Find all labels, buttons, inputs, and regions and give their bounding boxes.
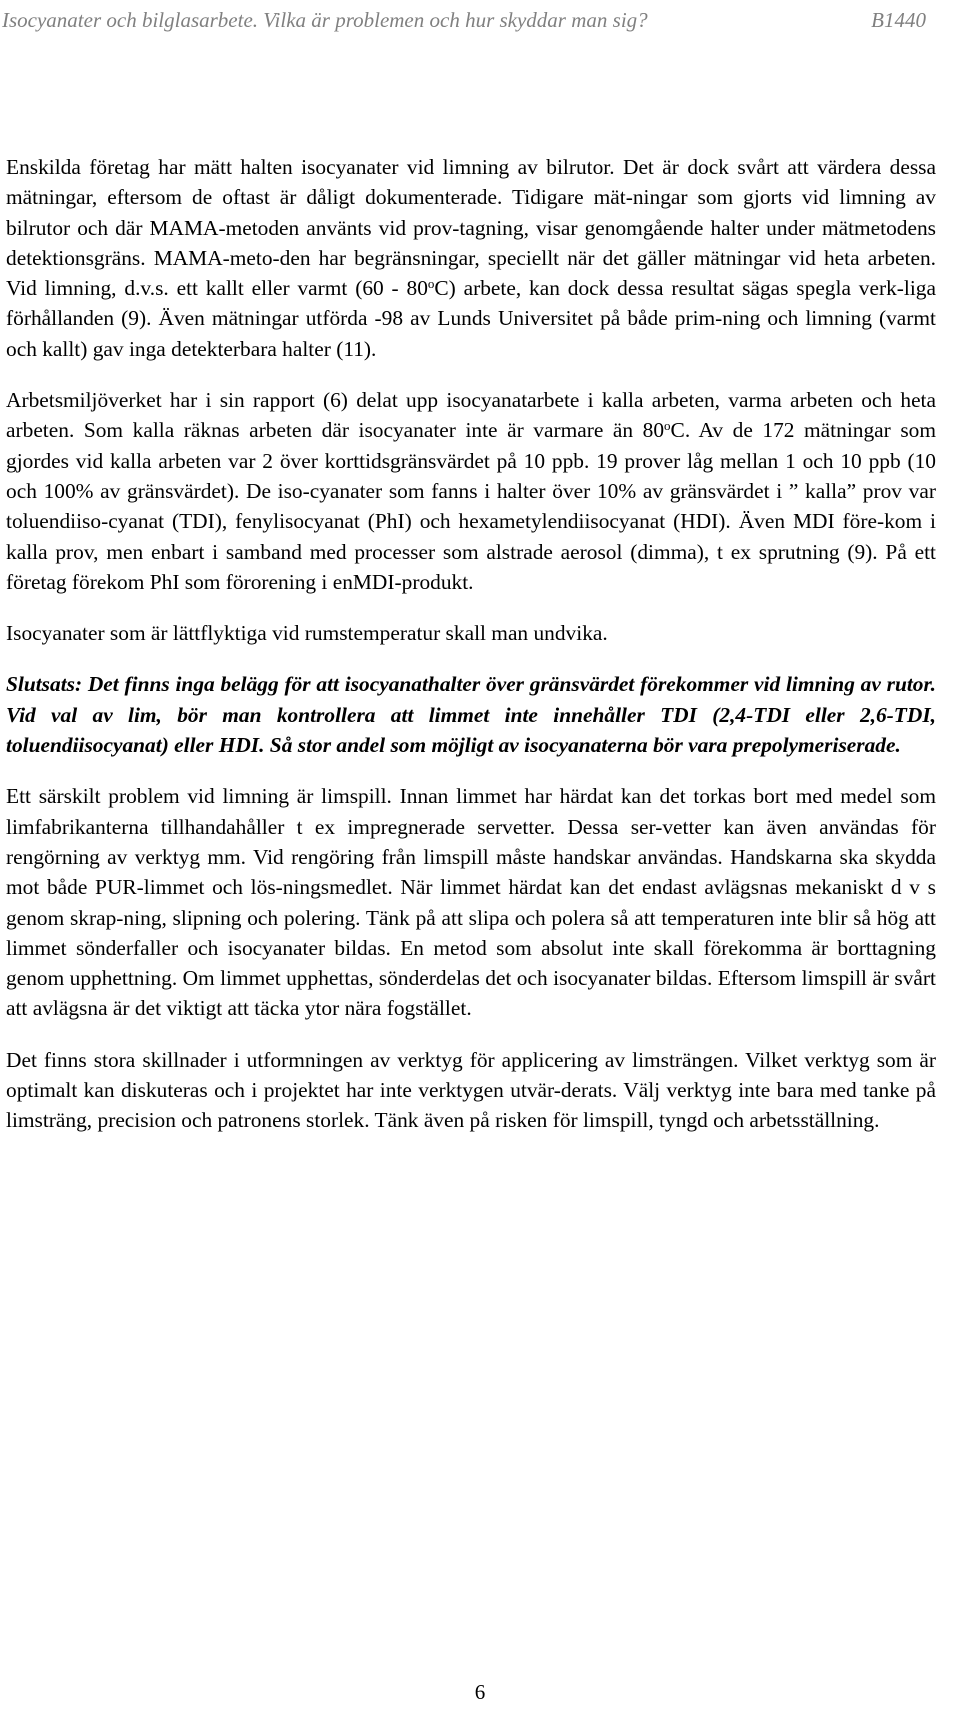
paragraph-application-tools: Det finns stora skillnader i utformningen av verktyg för applicering av limsträngen. Vilket verktyg som är optimalt kan diskuteras och i projektet har inte verktygen utvär-derats. Välj verktyg inte bara med tanke på limsträng, precision och patronens storlek. Tänk även på risken för limspill, tyngd och arbetsställning. <box>6 1047 936 1133</box>
header-title: Isocyanater och bilglasarbete. Vilka är problemen och hur skyddar man sig? <box>2 8 648 32</box>
page-number: 6 <box>474 1680 486 1704</box>
paragraph-text: C) arbete, kan dock dessa resultat sägas spegla verk-liga förhållanden (9). Även mätningar utförda -98 av Lunds Universitet på både prim-ning och limning (varmt och kallt) gav inga detekterbara halter (11). <box>6 276 936 361</box>
paragraph-volatile-isocyanates: Isocyanater som är lättflyktiga vid rumstemperatur skall man undvika. <box>6 621 608 646</box>
degree-superscript: o <box>664 418 671 434</box>
paragraph-work-environment-report <box>6 385 936 597</box>
paragraph-glue-spill: Ett särskilt problem vid limning är limspill. Innan limmet har härdat kan det torkas bort med medel som limfabrikanterna tillhandahåller t ex impregnerade servetter. Dessa ser-vetter kan även användas för rengörning av verktyg mm. Vid rengöring från limspill måste handskar användas. Handskarna ska skydda mot både PUR-limmet och lös-ningsmedlet. När limmet härdat kan det endast avlägsnas mekaniskt d v s genom skrap-ning, slipning och polering. Tänk på att slipa och polera så att temperaturen inte blir så hög att limmet sönderfaller och isocyanater bildas. En metod som absolut inte skall förekomma är borttagning genom upphettning. Om limmet upphettas, sönderdelas det och isocyanater bildas. Eftersom limspill är svårt att avlägsna är det viktigt att täcka ytor nära fogstället. <box>6 784 936 1021</box>
degree-superscript: o <box>427 276 435 292</box>
paragraph-text: Arbetsmiljöverket har i sin rapport (6) delat upp isocyanatarbete i kalla arbeten, varma arbeten och heta arbeten. Som kalla räknas arbeten där isocyanater inte är varmare än 80 <box>6 388 936 443</box>
paragraph-text: Enskilda företag har mätt halten isocyanater vid limning av bilrutor. Det är dock svårt att värdera dessa mätningar, eftersom de oftast är dåligt dokumenterade. Tidigare mät-ningar som gjorts vid limning av bilrutor och där MAMA-metoden använts vid prov-tagning, visar genomgående halter under mätmetodens detektionsgräns. MAMA-meto-den har begränsningar, speciellt när det gäller mätningar vid heta arbeten. Vid limning, d.v.s. ett kallt eller varmt (60 - 80 <box>6 155 936 301</box>
paragraph-measurements <box>6 152 936 364</box>
paragraph-text: C. Av de 172 mätningar som gjordes vid kalla arbeten var 2 över korttidsgränsvärdet på 10 ppb. 19 prover låg mellan 1 och 10 ppb (10 och 100% av gränsvärdet). De iso-cyanater som fanns i halter över 10% av gränsvärdet i ” kalla” prov var toluendiiso-cyanat (TDI), fenylisocyanat (PhI) och hexametylendiisocyanat (HDI). Även MDI före-kom i kalla prov, men enbart i samband med processer som alstrade aerosol (dimma), t ex sprutning (9). På ett företag förekom PhI som förorening i enMDI-produkt. <box>6 418 936 594</box>
paragraph-conclusion: Slutsats: Det finns inga belägg för att isocyanathalter över gränsvärdet förekommer vid limning av rutor. Vid val av lim, bör man kontrollera att limmet inte innehåller TDI (2,4-TDI eller 2,6-TDI, toluendiisocyanat) eller HDI. Så stor andel som möjligt av isocyanaterna bör vara prepolymeriserade. <box>6 672 936 758</box>
header-document-code: B1440 <box>871 8 926 32</box>
document-body <box>6 152 936 1157</box>
